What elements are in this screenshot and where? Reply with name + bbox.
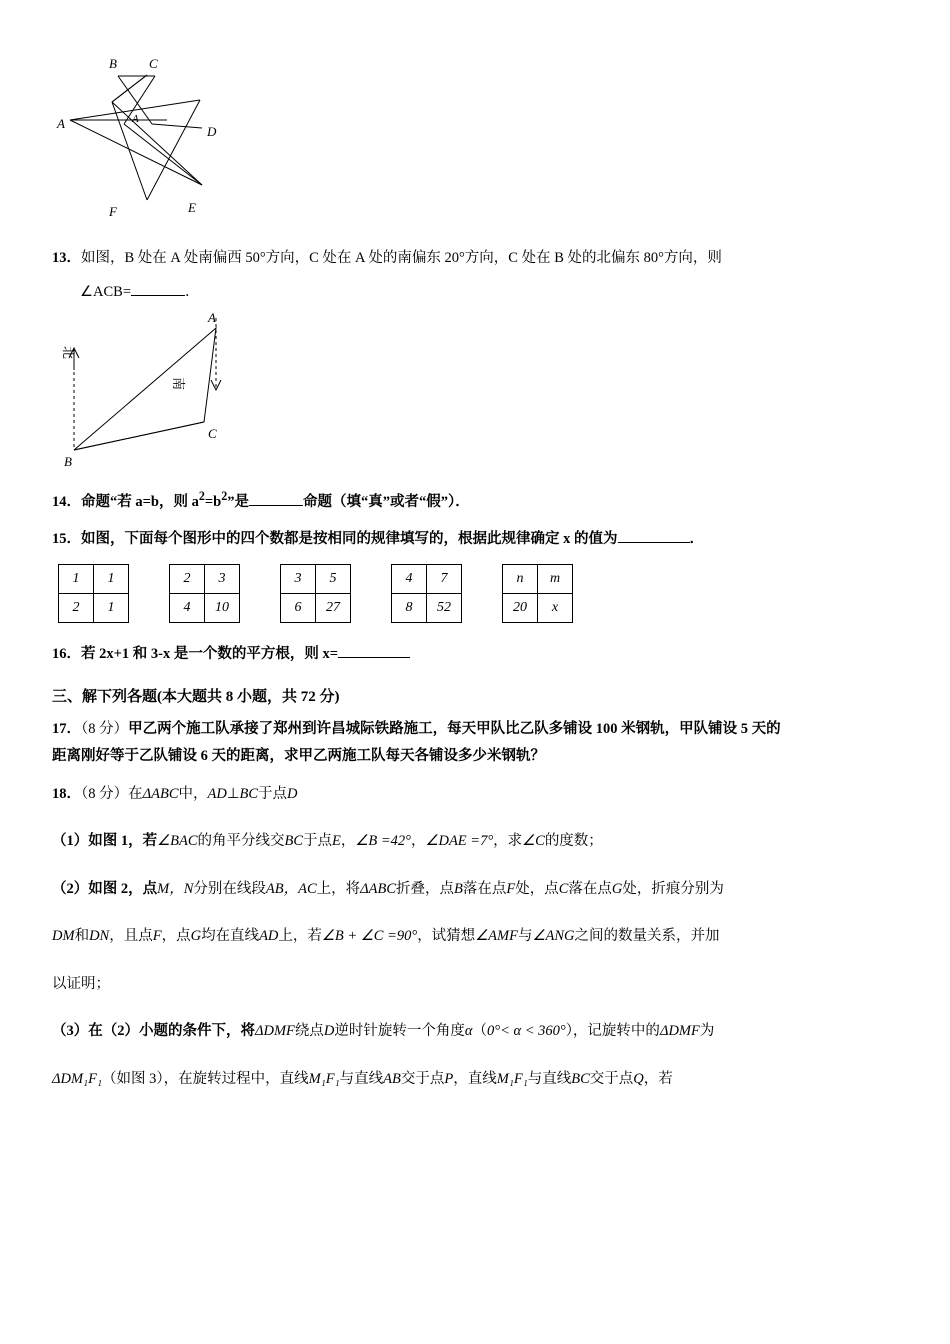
numgrid-1-cell-1-1: 1	[94, 594, 129, 623]
q18-p1-label: （1）	[52, 833, 89, 850]
q18-p1-t7: 的度数；	[544, 833, 603, 850]
question-18-part-2-line3	[52, 971, 902, 999]
compass-label-B: B	[64, 454, 72, 470]
q17-text-line1: 甲乙两个施工队承接了郑州到许昌城际铁路施工，每天甲队比乙队多铺设 100 米钢轨，甲队铺设 5 天的	[128, 720, 781, 737]
compass-label-C: C	[208, 426, 217, 442]
q18-p3-m2: D	[323, 1023, 335, 1040]
q18-p3-t6: 为	[699, 1023, 715, 1040]
q13-angle-label: ∠ACB=	[80, 283, 131, 300]
q18-p2-l2-m6: ∠B + ∠C =90°	[321, 928, 418, 945]
star-label-D: D	[207, 124, 217, 139]
star-label-F: F	[109, 204, 117, 219]
q18-p2-t2: 分别在线段	[193, 880, 266, 897]
q18-p1-t4: ，	[340, 833, 356, 850]
q18-p2-m7: G	[611, 880, 623, 897]
q18-p3-l2-t7: ，若	[643, 1070, 673, 1087]
numgrid-5-cell-1-1: x	[538, 594, 573, 623]
q18-p1-m4: ∠B =42°	[355, 833, 411, 850]
question-16	[52, 641, 902, 669]
q18-stem-ad: AD	[207, 785, 227, 802]
q18-number: 18．	[52, 785, 81, 802]
compass-label-A: A	[208, 310, 216, 326]
numgrid-3-cell-0-0: 3	[281, 565, 316, 594]
q18-p3-t4: （	[472, 1023, 488, 1040]
q18-p2-l2-t6: ，试猜想	[417, 928, 476, 945]
q13-number: 13．	[52, 250, 81, 266]
q18-p3-l2-m3: AB	[383, 1070, 401, 1087]
q16-number: 16．	[52, 646, 81, 663]
q18-p3-l2-t1: （如图 3），在旋转过程中，直线	[102, 1070, 309, 1087]
q15-text-post: ．	[689, 531, 704, 548]
q18-p2-l2-m4: G	[190, 928, 202, 945]
q13-answer-line	[80, 279, 902, 307]
q18-p1-m2: BC	[284, 833, 304, 850]
q18-stem-c: 于点	[258, 785, 288, 802]
compass-figure-svg	[56, 310, 286, 470]
q18-p2-m4: B	[454, 880, 463, 897]
star-figure-svg	[52, 40, 282, 230]
q13-text: 如图，B 处在 A 处南偏西 50°方向，C 处在 A 处的南偏东 20°方向，C 处在 B 处的北偏东 80°方向，则	[81, 250, 722, 266]
q18-p2-l2-t3: ，点	[161, 928, 191, 945]
q18-p2-t6: 处，点	[515, 880, 559, 897]
q18-p2-l3: 以证明；	[52, 975, 110, 992]
page-content	[52, 40, 902, 1093]
q15-number: 15．	[52, 531, 81, 548]
q14-sup2: 2	[221, 489, 228, 504]
q18-p2-m3: ΔABC	[360, 880, 397, 897]
q13-blank	[131, 280, 185, 296]
numgrid-2-cell-0-1: 3	[205, 565, 240, 594]
q18-p3-l2-m4: P	[444, 1070, 454, 1087]
q18-p2-m6: C	[558, 880, 569, 897]
q18-p3-m1: ΔDMF	[255, 1023, 295, 1040]
q18-p3-l2-m6: BC	[571, 1070, 590, 1087]
q18-p2-t5: 落在点	[462, 880, 507, 897]
q18-p1-t6: ，求	[493, 833, 523, 850]
q15-blank	[618, 528, 690, 544]
q18-p3-l2-m1: ΔDM₁F₁	[52, 1070, 102, 1087]
q18-p2-l2-t2: ，且点	[109, 928, 153, 945]
q18-p1-m5: ∠DAE =7°	[425, 833, 494, 850]
question-18	[52, 781, 902, 809]
q18-p2-m2: AB，AC	[265, 880, 317, 897]
q15-text-pre: 如图，下面每个图形中的四个数都是按相同的规律填写的，根据此规律确定 x 的值为	[81, 531, 618, 548]
numgrid-2-cell-1-0: 4	[170, 594, 205, 623]
q18-p2-l2-t4: 均在直线	[201, 928, 260, 945]
q18-p2-m5: F	[506, 880, 516, 897]
numgrid-1-cell-0-1: 1	[94, 565, 129, 594]
q16-blank	[338, 643, 410, 659]
numgrid-1	[58, 564, 129, 623]
q18-p1-t3: 于点	[303, 833, 333, 850]
q14-text-end: 命题（填“真”或者“假”）．	[303, 493, 470, 510]
q18-p2-l2-m8: ∠ANG	[532, 928, 575, 945]
question-15	[52, 526, 902, 554]
q18-stem-b: 中，	[178, 785, 208, 802]
numgrid-4-cell-0-0: 4	[392, 565, 427, 594]
q18-p3-t3: 逆时针旋转一个角度	[334, 1023, 465, 1040]
q18-p2-t7: 落在点	[568, 880, 612, 897]
q18-p3-l2-m7: Q	[633, 1070, 644, 1087]
q17-score: （8 分）	[81, 720, 129, 737]
numgrid-2-cell-1-1: 10	[205, 594, 240, 623]
q18-p1-t1: 如图 1，若	[88, 833, 158, 850]
q18-p1-t2: 的角平分线交	[197, 833, 285, 850]
q18-p1-m6: ∠C	[522, 833, 545, 850]
numgrid-5-cell-1-0: 20	[503, 594, 538, 623]
q18-stem-a: 在	[128, 785, 143, 802]
star-label-A2: A	[132, 113, 139, 125]
q18-p3-t1: 在（2）小题的条件下，将	[88, 1023, 255, 1040]
q18-p2-l2-t8: 之间的数量关系，并加	[574, 928, 720, 945]
numgrid-5	[502, 564, 573, 623]
numgrid-5-cell-0-1: m	[538, 565, 573, 594]
section-3-heading: 三、解下列各题(本大题共 8 小题，共 72 分)	[52, 688, 340, 705]
question-18-part-3	[52, 1018, 902, 1046]
q18-p2-l2-t5: 上，若	[278, 928, 322, 945]
question-18-part-1	[52, 828, 902, 856]
q14-text-mid: =b	[204, 493, 222, 510]
q18-p3-l2-t2: 与直线	[339, 1070, 384, 1087]
numgrid-1-cell-1-0: 2	[59, 594, 94, 623]
q18-p3-m3: α	[464, 1023, 473, 1040]
q16-text-pre: 若 2x+1 和 3-x 是一个数的平方根，则 x=	[81, 646, 338, 663]
q18-p3-l2-t3: 交于点	[400, 1070, 445, 1087]
star-label-B: B	[109, 56, 117, 71]
q18-p1-m3: E	[332, 833, 341, 850]
numgrid-3-cell-1-0: 6	[281, 594, 316, 623]
q18-p3-l2-t4: ，直线	[453, 1070, 497, 1087]
q18-p3-l2-m2: M₁F₁	[308, 1070, 340, 1087]
q18-p2-label: （2）	[52, 880, 89, 897]
question-18-part-2	[52, 876, 902, 904]
q18-p1-m1: ∠BAC	[157, 833, 198, 850]
numgrid-3	[280, 564, 351, 623]
q14-blank	[249, 490, 303, 506]
q18-p2-l2-t1: 和	[74, 928, 90, 945]
compass-figure	[56, 310, 902, 475]
q14-sup1: 2	[198, 489, 205, 504]
q18-p2-t8: 处，折痕分别为	[622, 880, 724, 897]
q18-stem-d: D	[287, 785, 298, 802]
question-18-part-3-line2	[52, 1066, 902, 1094]
q18-p2-l2-m3: F	[152, 928, 162, 945]
q18-p2-m1: M，N	[157, 880, 194, 897]
numgrid-3-cell-1-1: 27	[316, 594, 351, 623]
numgrid-4-cell-1-1: 52	[427, 594, 462, 623]
numgrid-4	[391, 564, 462, 623]
numgrid-3-cell-0-1: 5	[316, 565, 351, 594]
question-13	[52, 245, 902, 306]
q18-p3-t5: ），记旋转中的	[565, 1023, 660, 1040]
numgrid-1-cell-0-0: 1	[59, 565, 94, 594]
question-17	[52, 716, 902, 771]
compass-label-south: 南	[171, 377, 186, 391]
numgrid-2	[169, 564, 240, 623]
q18-p2-l2-m5: AD	[259, 928, 279, 945]
q14-text-post: ”是	[227, 493, 249, 510]
q18-p2-t3: 上，将	[316, 880, 361, 897]
q14-number: 14．	[52, 493, 81, 510]
star-label-C: C	[149, 56, 158, 71]
q18-p2-l2-m7: ∠AMF	[475, 928, 518, 945]
numgrid-2-cell-0-0: 2	[170, 565, 205, 594]
star-label-A: A	[57, 116, 65, 131]
q18-stem-perp: ⊥	[226, 785, 240, 802]
q18-p1-t5: ，	[410, 833, 426, 850]
compass-label-north: 北	[61, 346, 76, 360]
q18-score: （8 分）	[81, 785, 129, 802]
q17-number: 17．	[52, 720, 81, 737]
star-label-E: E	[188, 200, 196, 215]
q18-p2-t1: 如图 2，点	[88, 880, 158, 897]
question-14	[52, 485, 902, 516]
q18-p2-l2-m1: DM	[52, 928, 75, 945]
numgrid-5-cell-0-0: n	[503, 565, 538, 594]
q18-p2-t4: 折叠，点	[396, 880, 455, 897]
q13-period: ．	[185, 283, 200, 300]
numgrid-4-cell-0-1: 7	[427, 565, 462, 594]
q18-p3-l2-t5: 与直线	[527, 1070, 572, 1087]
q15-grid-figures	[58, 564, 902, 623]
q18-p2-l2-t7: 与	[517, 928, 533, 945]
star-figure	[52, 40, 902, 235]
q18-p3-m4: 0°< α < 360°	[487, 1023, 566, 1040]
q14-text-pre: 命题“若 a=b，则 a	[81, 493, 199, 510]
q18-stem-triangle: ΔABC	[142, 785, 179, 802]
q18-p3-label: （3）	[52, 1023, 89, 1040]
q18-p3-t2: 绕点	[294, 1023, 324, 1040]
q18-p3-m5: ΔDMF	[659, 1023, 700, 1040]
question-18-part-2-line2	[52, 923, 902, 951]
q18-stem-bc: BC	[239, 785, 259, 802]
q17-text-line2: 距离刚好等于乙队铺设 6 天的距离，求甲乙两施工队每天各铺设多少米钢轨？	[52, 748, 545, 765]
q18-p3-l2-t6: 交于点	[589, 1070, 634, 1087]
q18-p2-l2-m2: DN	[89, 928, 110, 945]
q18-p3-l2-m5: M₁F₁	[496, 1070, 528, 1087]
numgrid-4-cell-1-0: 8	[392, 594, 427, 623]
